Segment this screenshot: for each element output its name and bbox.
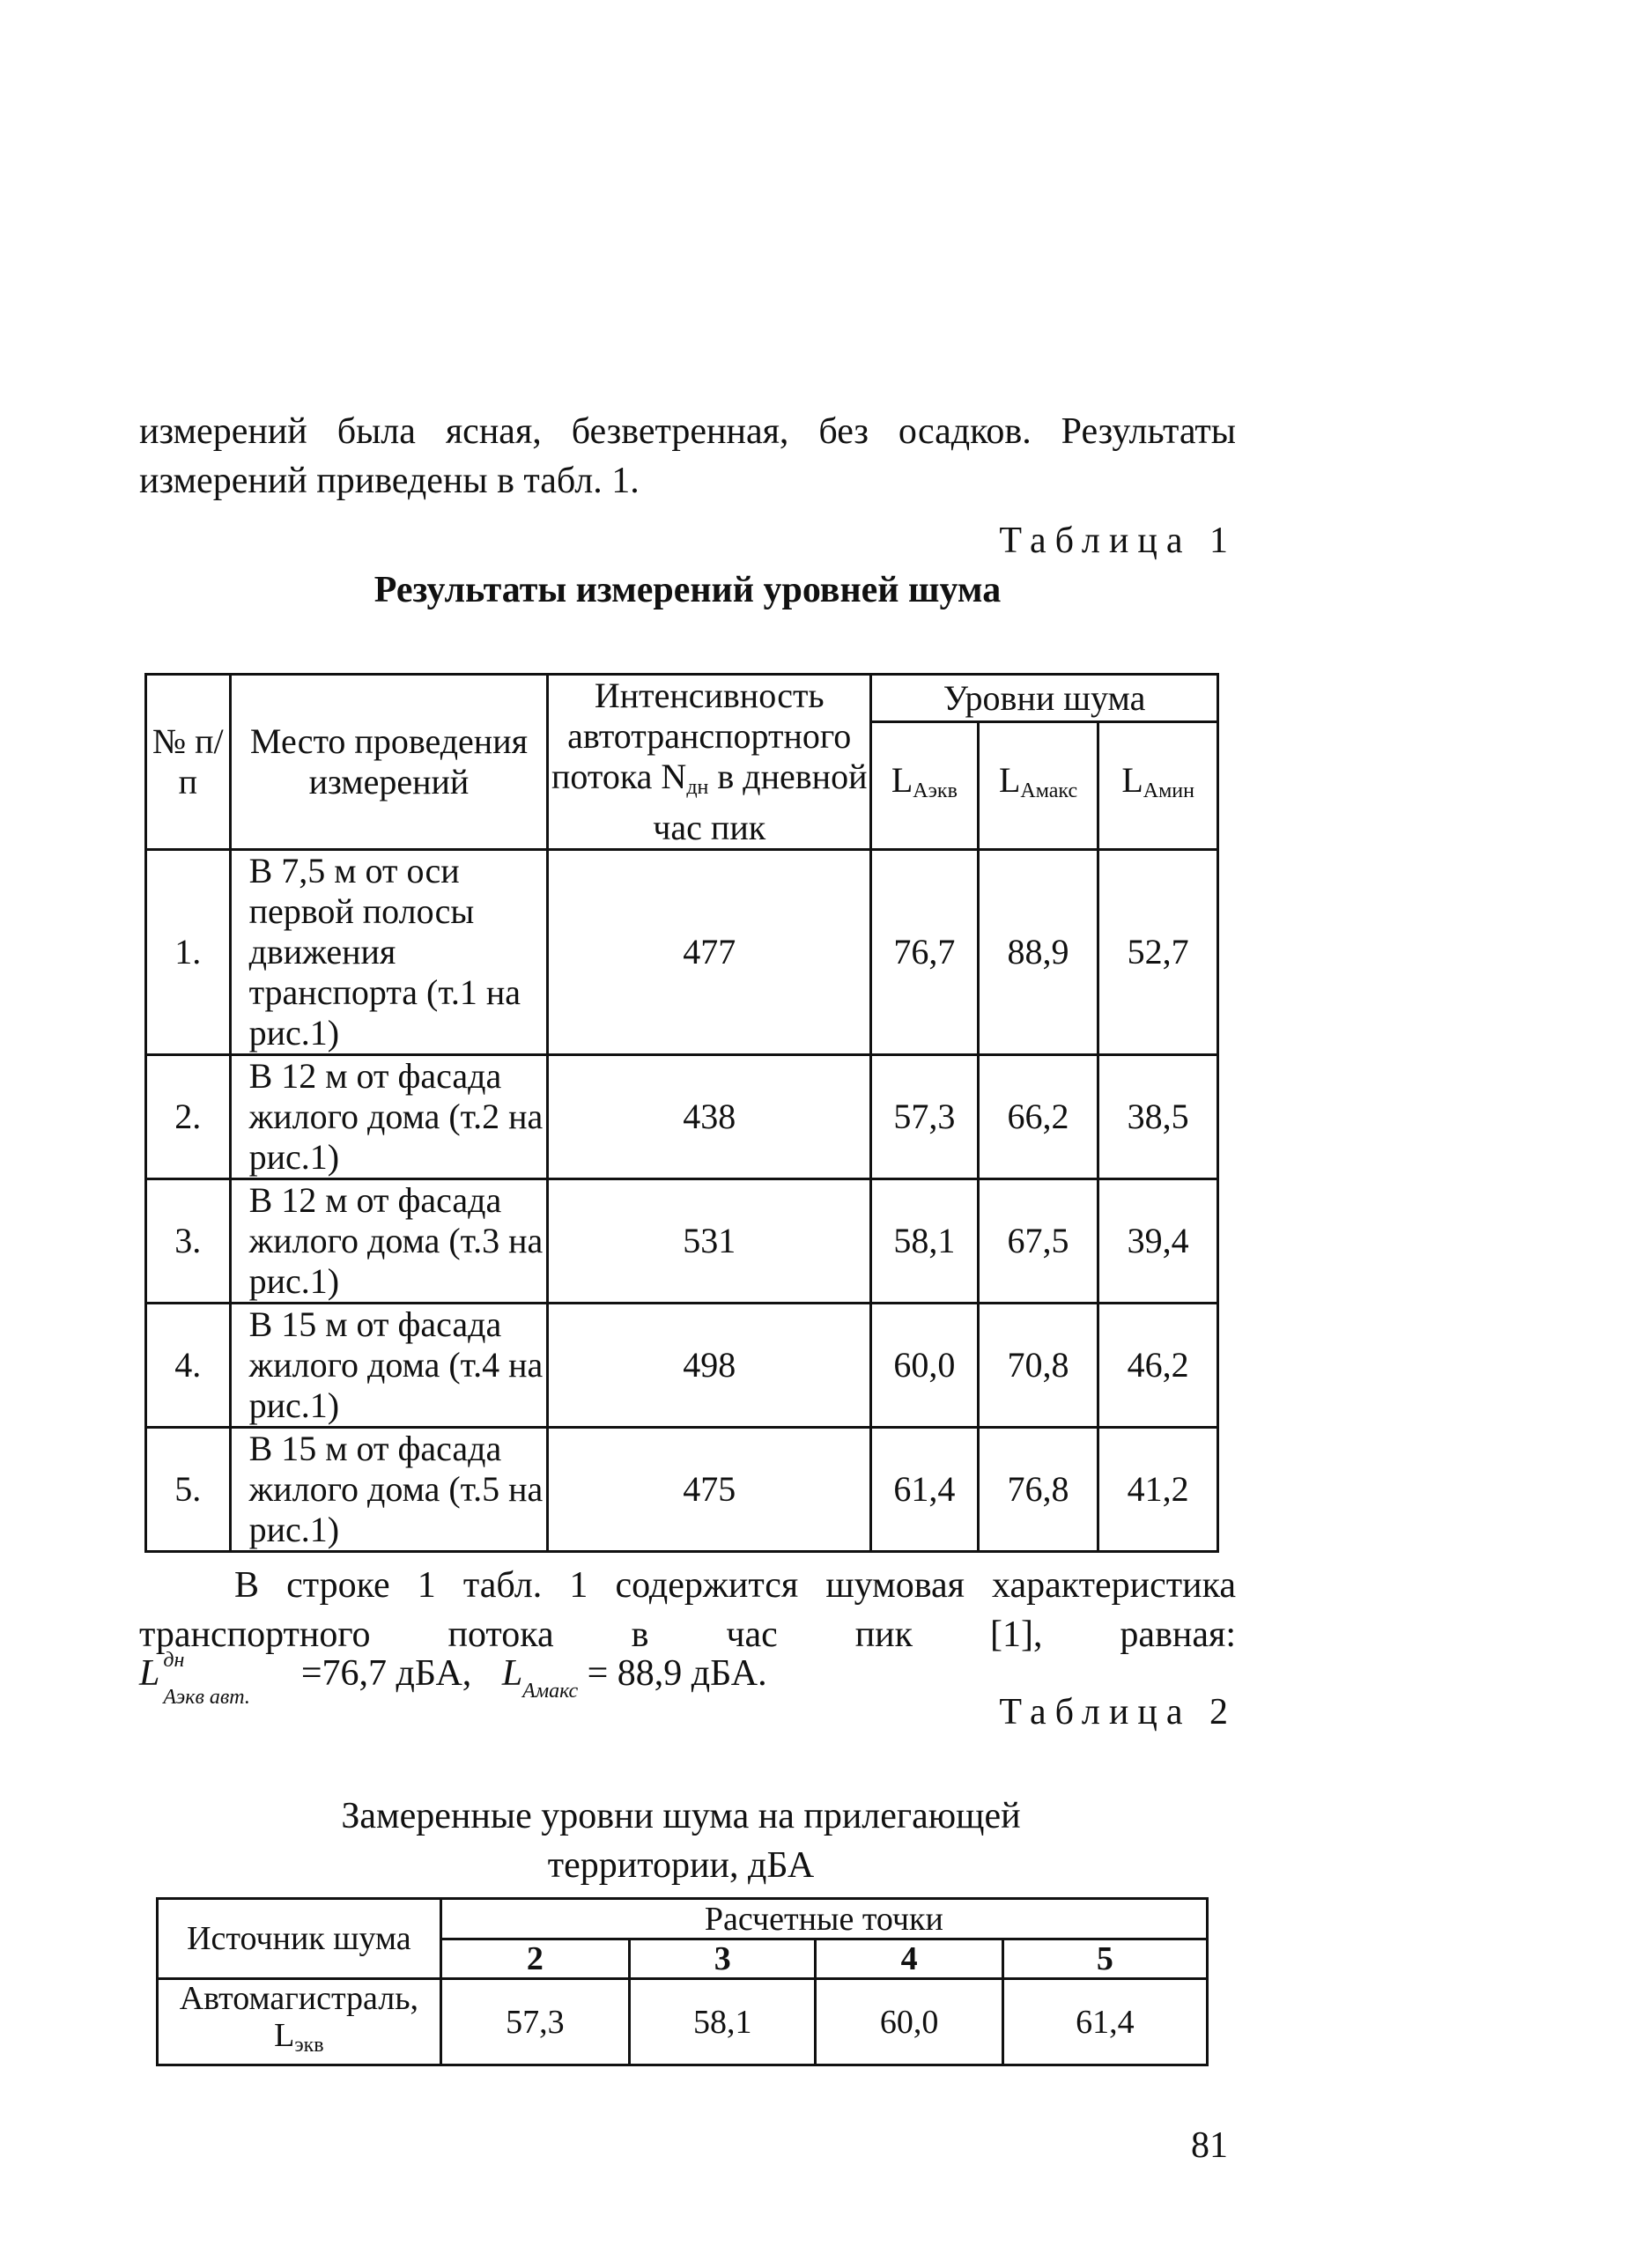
formula-l1: L xyxy=(139,1653,160,1694)
table-row xyxy=(146,850,1218,1055)
row1-intensity: 477 xyxy=(548,850,871,1055)
th-lamin-sub: Aмин xyxy=(1143,779,1194,803)
paragraph-2 xyxy=(139,1561,1236,1659)
table2 xyxy=(156,1897,1209,2066)
th-intensity-a: Интенсивность автотранспортного потока N xyxy=(551,676,852,796)
row4-num: 4. xyxy=(146,1304,231,1428)
th-laeq-l: L xyxy=(891,760,913,801)
row5-intensity: 475 xyxy=(548,1428,871,1552)
intro-line-2: измерений приведены в табл. 1. xyxy=(139,461,640,501)
row5-lamin: 41,2 xyxy=(1098,1428,1218,1552)
row2-place: В 12 м от фасада жилого дома (т.2 на рис.1) xyxy=(230,1055,548,1179)
table2-title-line-1: Замеренные уровни шума на прилегающей xyxy=(341,1796,1021,1836)
row3-lamax: 67,5 xyxy=(978,1179,1098,1304)
th-points: Расчетные точки xyxy=(440,1899,1207,1939)
th-intensity-sub: дн xyxy=(686,776,709,799)
row2-lamin: 38,5 xyxy=(1098,1055,1218,1179)
th-source: Источник шума xyxy=(158,1899,441,1979)
row4-laeq: 60,0 xyxy=(871,1304,979,1428)
row2-laeq: 57,3 xyxy=(871,1055,979,1179)
table-row xyxy=(158,1979,1208,2065)
row3-num: 3. xyxy=(146,1179,231,1304)
row-source-name: Автомагистраль, xyxy=(179,1980,419,2017)
value-point-5: 61,4 xyxy=(1002,1979,1207,2065)
row5-laeq: 61,4 xyxy=(871,1428,979,1552)
formula-v2: = 88,9 дБА. xyxy=(578,1653,767,1694)
para2-line-2: транспортного потока в час пик [1], равная: xyxy=(139,1614,1236,1655)
row4-intensity: 498 xyxy=(548,1304,871,1428)
row-source-l: L xyxy=(274,2017,295,2054)
th-place: Место проведения измерений xyxy=(230,675,548,850)
th-intensity-b: в дневной час пик xyxy=(653,757,868,847)
row5-place: В 15 м от фасада жилого дома (т.5 на рис.1) xyxy=(230,1428,548,1552)
th-lamin-l: L xyxy=(1121,760,1143,801)
table-row xyxy=(146,1428,1218,1552)
th-point-4: 4 xyxy=(816,1939,1002,1979)
row3-intensity: 531 xyxy=(548,1179,871,1304)
row3-place: В 12 м от фасада жилого дома (т.3 на рис.1) xyxy=(230,1179,548,1304)
row1-lamax: 88,9 xyxy=(978,850,1098,1055)
th-point-2: 2 xyxy=(440,1939,629,1979)
th-levels: Уровни шума xyxy=(871,675,1218,722)
formula-l2-sub: Амакс xyxy=(522,1680,579,1703)
para2-line-1: В строке 1 табл. 1 содержится шумовая характеристика xyxy=(234,1565,1236,1606)
row-source-sub: экв xyxy=(294,2034,324,2057)
row5-lamax: 76,8 xyxy=(978,1428,1098,1552)
row4-lamin: 46,2 xyxy=(1098,1304,1218,1428)
table-row xyxy=(146,1304,1218,1428)
intro-line-1: измерений была ясная, безветренная, без осадков. Результаты xyxy=(139,411,1236,452)
th-point-3: 3 xyxy=(630,1939,816,1979)
row3-lamin: 39,4 xyxy=(1098,1179,1218,1304)
table1-title: Результаты измерений уровней шума xyxy=(373,570,1002,610)
value-point-3: 58,1 xyxy=(630,1979,816,2065)
row5-num: 5. xyxy=(146,1428,231,1552)
row2-lamax: 66,2 xyxy=(978,1055,1098,1179)
row2-intensity: 438 xyxy=(548,1055,871,1179)
page-number: 81 xyxy=(1191,2125,1228,2166)
th-lamin xyxy=(1098,722,1218,850)
table-row xyxy=(146,1179,1218,1304)
row4-place: В 15 м от фасада жилого дома (т.4 на рис.1) xyxy=(230,1304,548,1428)
table1 xyxy=(144,673,1219,1553)
row1-laeq: 76,7 xyxy=(871,850,979,1055)
th-point-5: 5 xyxy=(1002,1939,1207,1979)
row1-lamin: 52,7 xyxy=(1098,850,1218,1055)
th-num: № п/п xyxy=(146,675,231,850)
th-laeq-sub: Aэкв xyxy=(913,779,958,803)
formula-v1: =76,7 дБА, xyxy=(292,1653,472,1694)
row3-laeq: 58,1 xyxy=(871,1179,979,1304)
th-laeq xyxy=(871,722,979,850)
formula-l1-sub: Аэкв авт. xyxy=(163,1686,250,1709)
noise-formula xyxy=(139,1649,767,1716)
formula-l2: L xyxy=(501,1653,523,1694)
row1-place: В 7,5 м от оси первой полосы движения транспорта (т.1 на рис.1) xyxy=(230,850,548,1055)
th-lamax-sub: Aмакс xyxy=(1020,779,1078,803)
table2-title-line-2: территории, дБА xyxy=(547,1845,815,1886)
value-point-2: 57,3 xyxy=(440,1979,629,2065)
table2-caption: Таблица 2 xyxy=(999,1692,1237,1732)
th-lamax xyxy=(978,722,1098,850)
th-intensity xyxy=(548,675,871,850)
row-source-label xyxy=(158,1979,441,2065)
formula-l1-sup: дн xyxy=(163,1649,185,1672)
value-point-4: 60,0 xyxy=(816,1979,1002,2065)
row4-lamax: 70,8 xyxy=(978,1304,1098,1428)
table1-caption: Таблица 1 xyxy=(999,521,1237,561)
row1-num: 1. xyxy=(146,850,231,1055)
intro-paragraph xyxy=(139,407,1236,506)
th-lamax-l: L xyxy=(998,760,1021,801)
table-row xyxy=(146,1055,1218,1179)
row2-num: 2. xyxy=(146,1055,231,1179)
